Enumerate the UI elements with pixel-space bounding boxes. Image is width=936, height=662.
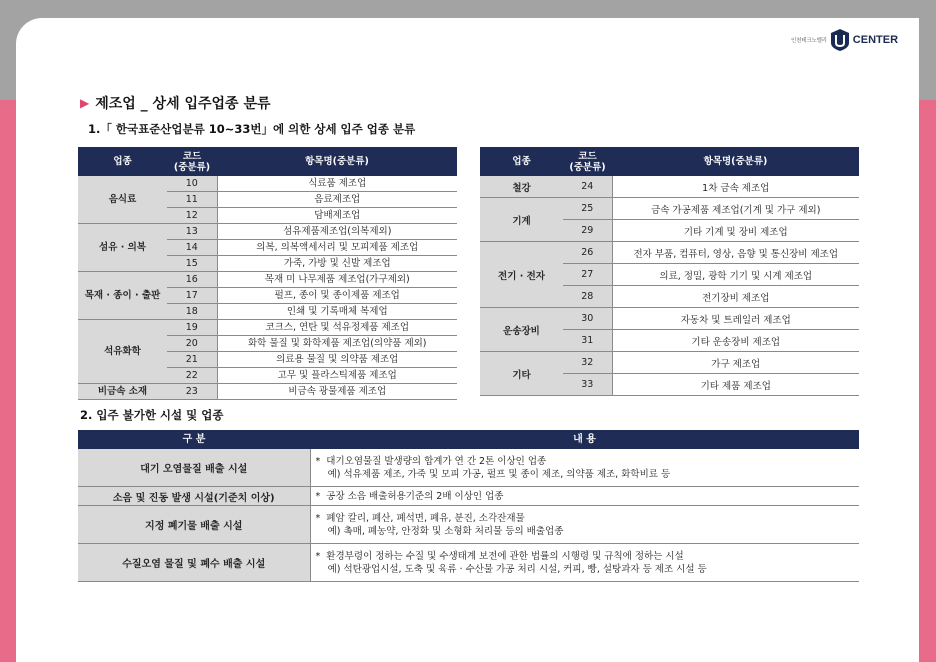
industry-category: 비금속 소재 [78, 384, 167, 400]
industry-name: 펄프, 종이 및 종이제품 제조업 [217, 288, 457, 304]
industry-code: 32 [563, 352, 612, 374]
restricted-facilities-table [78, 430, 859, 582]
industry-code: 25 [563, 198, 612, 220]
description-line: 예) 촉매, 폐농약, 안정화 및 소형화 처리물 등의 배출업종 [315, 525, 564, 537]
industry-name: 기타 제품 제조업 [612, 374, 859, 396]
industry-name: 가죽, 가방 및 신발 제조업 [217, 256, 457, 272]
industry-category: 기계 [480, 198, 563, 242]
column-header: 항목명(중분류) [217, 147, 457, 176]
industry-name: 고무 및 플라스틱제품 제조업 [217, 368, 457, 384]
industry-name: 비금속 광물제품 제조업 [217, 384, 457, 400]
industry-code: 22 [167, 368, 217, 384]
industry-name: 화학 물질 및 화학제품 제조업(의약품 제외) [217, 336, 457, 352]
industry-code: 20 [167, 336, 217, 352]
industry-code: 21 [167, 352, 217, 368]
industry-code: 10 [167, 176, 217, 192]
industry-name: 기타 기계 및 장비 제조업 [612, 220, 859, 242]
industry-name: 목재 미 나무제품 제조업(가구제외) [217, 272, 457, 288]
industry-category: 음식료 [78, 176, 167, 224]
industry-code: 30 [563, 308, 612, 330]
industry-category: 전기 · 전자 [480, 242, 563, 308]
column-header: 업종 [480, 147, 563, 176]
logo-small-text: 인천테크노밸리 [791, 38, 827, 44]
industry-code: 12 [167, 208, 217, 224]
facility-description [310, 544, 859, 582]
column-header: 항목명(중분류) [612, 147, 859, 176]
center-logo [791, 28, 898, 52]
column-header: 코드 (중분류) [563, 147, 612, 176]
table-row [78, 506, 859, 544]
industry-name: 자동차 및 트레일러 제조업 [612, 308, 859, 330]
industry-category: 운송장비 [480, 308, 563, 352]
industry-name: 섬유제품제조업(의복제외) [217, 224, 457, 240]
industry-code: 18 [167, 304, 217, 320]
industry-name: 의복, 의복액세서리 및 모피제품 제조업 [217, 240, 457, 256]
industry-code: 11 [167, 192, 217, 208]
industry-name: 음료제조업 [217, 192, 457, 208]
industry-code: 19 [167, 320, 217, 336]
table-row [78, 176, 457, 192]
table-row [78, 320, 457, 336]
industry-code: 29 [563, 220, 612, 242]
table-row [480, 352, 859, 374]
industry-category: 섬유 · 의복 [78, 224, 167, 272]
industry-name: 1차 금속 제조업 [612, 176, 859, 198]
logo-text: CENTER [852, 34, 899, 46]
industry-name: 코크스, 연탄 및 석유정제품 제조업 [217, 320, 457, 336]
table-row [78, 384, 457, 400]
table-row [78, 224, 457, 240]
industry-name: 의료, 정밀, 광학 기기 및 시계 제조업 [612, 264, 859, 286]
industry-category: 철강 [480, 176, 563, 198]
section1-heading: 1.「 한국표준산업분류 10~33번」에 의한 상세 입주 업종 분류 [88, 122, 416, 136]
industry-category: 기타 [480, 352, 563, 396]
industry-code: 14 [167, 240, 217, 256]
page-title-text: 제조업 _ 상세 입주업종 분류 [95, 96, 271, 112]
facility-category: 수질오염 물질 및 폐수 배출 시설 [78, 544, 310, 582]
description-line: * 공장 소음 배출허용기준의 2배 이상인 업종 [315, 490, 504, 502]
industry-name: 금속 가공제품 제조업(기계 및 가구 제외) [612, 198, 859, 220]
table-row [480, 176, 859, 198]
description-line: 예) 석탄광업시설, 도축 및 육류 · 수산물 가공 처리 시설, 커피, 빵, 설탕과자 등 제조 시설 등 [315, 563, 707, 575]
industry-code: 13 [167, 224, 217, 240]
column-header: 코드 (중분류) [167, 147, 217, 176]
industry-name: 의료용 물질 및 의약품 제조업 [217, 352, 457, 368]
table-row [78, 544, 859, 582]
industry-name: 가구 제조업 [612, 352, 859, 374]
industry-name: 기타 운송장비 제조업 [612, 330, 859, 352]
industry-category: 목재 · 종이 · 출판 [78, 272, 167, 320]
description-line: * 대기오염물질 발생량의 합계가 연 간 2톤 이상인 업종 [315, 455, 547, 467]
column-header: 내 용 [310, 430, 859, 449]
industry-code: 15 [167, 256, 217, 272]
description-line: * 폐암 칼리, 폐산, 폐석면, 폐유, 분진, 소각잔재물 [315, 512, 525, 524]
industry-code: 28 [563, 286, 612, 308]
description-line: * 환경부령이 정하는 수질 및 수생태계 보전에 관한 법률의 시행령 및 규칙에 정하는 시설 [315, 550, 684, 562]
left-industry-table [78, 147, 457, 400]
industry-name: 담배제조업 [217, 208, 457, 224]
facility-category: 소음 및 진동 발생 시설(기준치 이상) [78, 487, 310, 506]
industry-code: 31 [563, 330, 612, 352]
description-line: 예) 석유제품 제조, 가죽 및 모피 가공, 펄프 및 종이 제조, 의약품 제조, 화학비료 등 [315, 468, 671, 480]
logo-shield-icon [831, 29, 849, 51]
table-row [480, 198, 859, 220]
facility-category: 대기 오염물질 배출 시설 [78, 449, 310, 487]
industry-code: 17 [167, 288, 217, 304]
page-title [80, 93, 271, 113]
column-header: 업종 [78, 147, 167, 176]
facility-description [310, 506, 859, 544]
industry-code: 33 [563, 374, 612, 396]
table-row [480, 308, 859, 330]
industry-code: 24 [563, 176, 612, 198]
right-pink-band [918, 100, 936, 662]
column-header: 구 분 [78, 430, 310, 449]
industry-category: 석유화학 [78, 320, 167, 384]
industry-code: 26 [563, 242, 612, 264]
table-row [78, 449, 859, 487]
table-row [78, 487, 859, 506]
section2-heading: 2. 입주 불가한 시설 및 업종 [80, 408, 224, 422]
industry-code: 23 [167, 384, 217, 400]
facility-category: 지정 폐기물 배출 시설 [78, 506, 310, 544]
industry-code: 27 [563, 264, 612, 286]
table-row [78, 272, 457, 288]
industry-name: 전기장비 제조업 [612, 286, 859, 308]
industry-name: 인쇄 및 기록매체 복제업 [217, 304, 457, 320]
table-row [480, 242, 859, 264]
industry-name: 전자 부품, 컴퓨터, 영상, 음향 및 통신장비 제조업 [612, 242, 859, 264]
facility-description [310, 449, 859, 487]
triangle-bullet-icon: ▶ [80, 96, 90, 110]
right-industry-table [480, 147, 859, 396]
facility-description [310, 487, 859, 506]
industry-code: 16 [167, 272, 217, 288]
industry-name: 식료품 제조업 [217, 176, 457, 192]
